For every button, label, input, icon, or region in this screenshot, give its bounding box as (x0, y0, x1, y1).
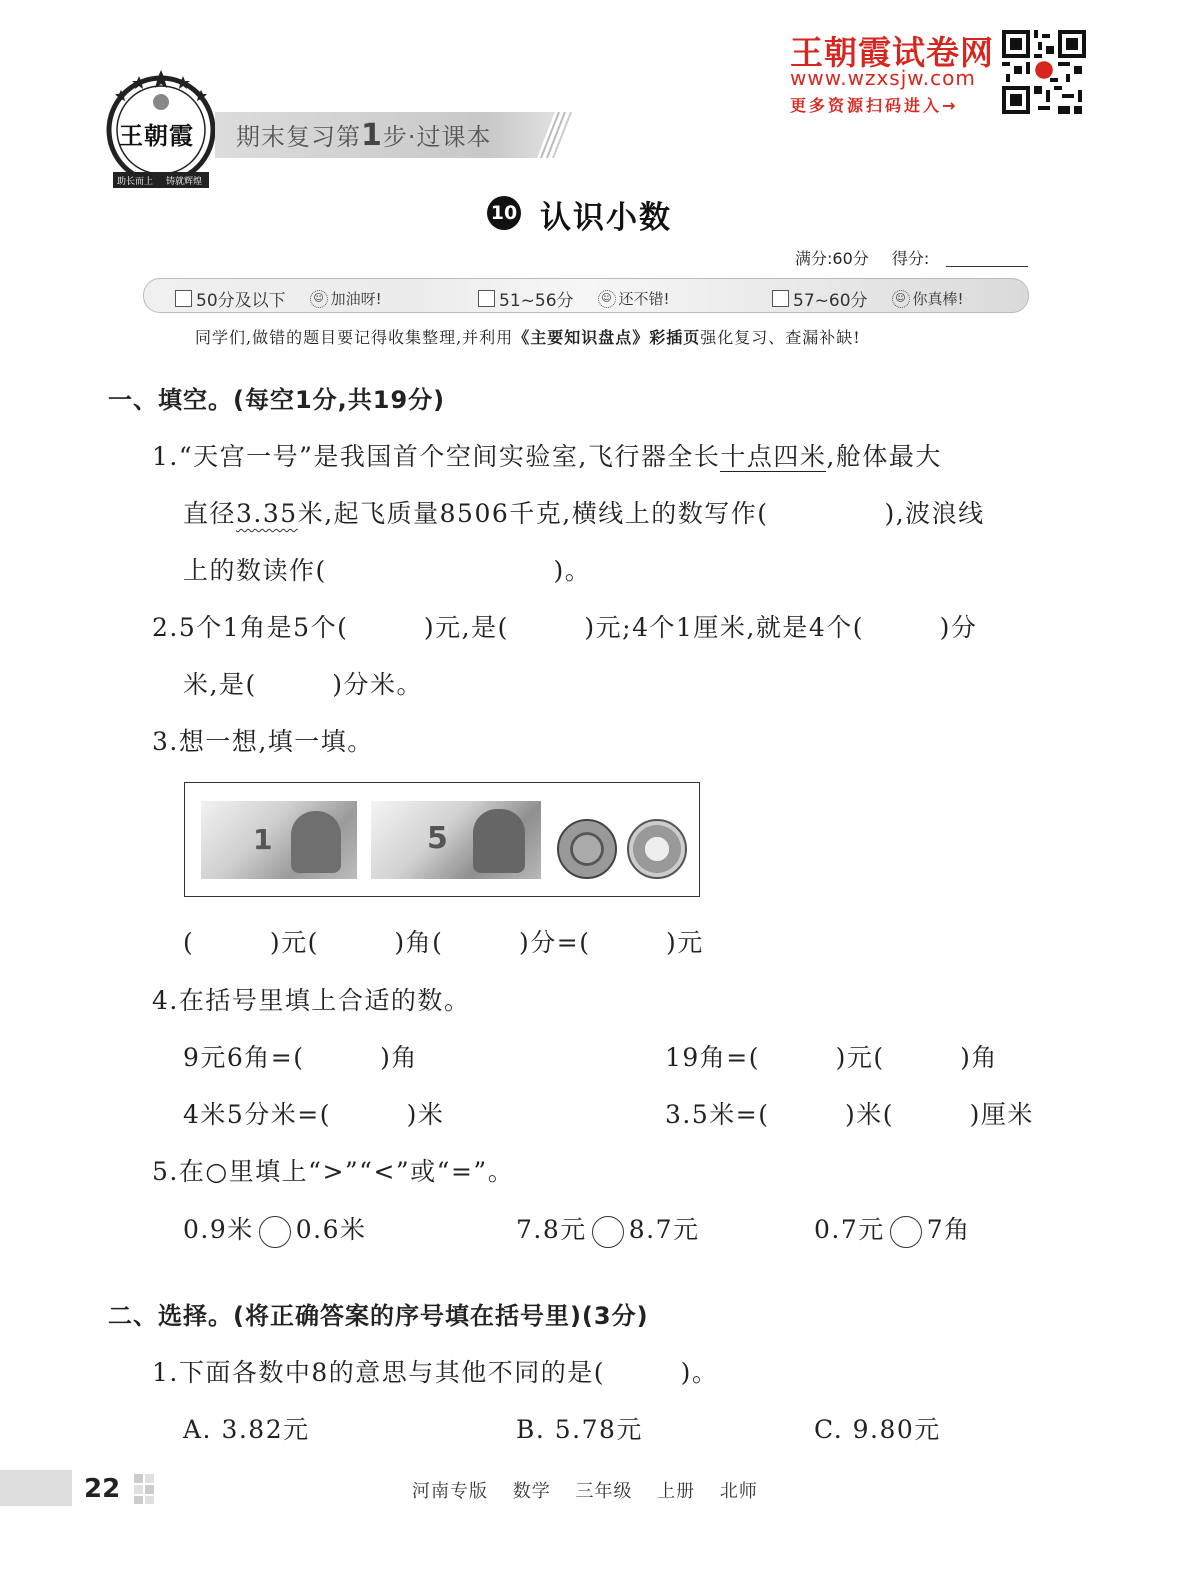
rating-praise-1: 加油呀! (330, 290, 382, 308)
question-4c: 4米5分米=( )米 (183, 1100, 445, 1129)
rating-praise-2: 还不错! (618, 290, 670, 308)
portrait-image (473, 809, 525, 873)
footer-bar (0, 1470, 72, 1506)
question-3-answer: ( )元( )角( )分=( )元 (183, 928, 704, 957)
page-number: 22 (84, 1474, 121, 1504)
smile-face-icon: ☺ (310, 290, 328, 308)
one-yuan-banknote: 1 (201, 801, 357, 879)
question-5b: 7.8元 8.7元 (516, 1210, 700, 1248)
score-info (795, 246, 929, 269)
question-5c: 0.7元 7角 (814, 1210, 971, 1248)
footer-edition-info: 河南专版 数学 三年级 上册 北师 (412, 1481, 758, 1502)
compare-circle-blank[interactable] (592, 1216, 624, 1248)
score-label: 得分: (891, 249, 930, 268)
full-score: 满分:60分 (795, 249, 869, 268)
smile-face-icon: ☺ (598, 290, 616, 308)
rating-checkbox-1[interactable] (175, 290, 192, 307)
coin-icon (557, 819, 617, 879)
question-5: 5.在○里填上“>”“<”或“=”。 (152, 1157, 515, 1186)
rating-range-3: 57~60分 (793, 291, 868, 311)
option-a[interactable]: A. 3.82元 (183, 1415, 310, 1444)
rating-item-3 (772, 286, 964, 311)
question-4b: 19角=( )元( )角 (665, 1043, 998, 1072)
logo-name: 王朝霞 (119, 122, 194, 150)
question-1-line-2: 直径3.35米,起飞质量8506千克,横线上的数写作( ),波浪线 (183, 499, 985, 528)
banner-text: 期末复习第1步·过课本 (236, 118, 492, 153)
question-4d: 3.5米=( )米( )厘米 (665, 1100, 1034, 1129)
question-5a: 0.9米 0.6米 (183, 1210, 367, 1248)
rating-item-1 (175, 286, 382, 311)
score-blank[interactable] (946, 266, 1028, 267)
logo-slogan-left: 助长而上 (117, 177, 154, 187)
five-jiao-banknote: 5 (371, 801, 541, 879)
compare-circle-blank[interactable] (890, 1216, 922, 1248)
page-decoration (134, 1474, 156, 1504)
title-number-badge: 10 (487, 196, 521, 230)
brand-scan-text: 更多资源扫码进入→ (790, 96, 959, 115)
section-1-heading: 一、填空。(每空1分,共19分) (108, 386, 446, 414)
option-c[interactable]: C. 9.80元 (814, 1415, 941, 1444)
qr-code-icon[interactable] (1002, 30, 1086, 114)
question-2-line-2: 米,是( )分米。 (183, 670, 424, 699)
logo-slogan-right: 铸就辉煌 (166, 177, 203, 187)
smile-face-icon: ☺ (892, 290, 910, 308)
question-1-line-3: 上的数读作( )。 (183, 556, 592, 585)
section-2-heading: 二、选择。(将正确答案的序号填在括号里)(3分) (108, 1302, 649, 1330)
compare-circle-blank[interactable] (259, 1216, 291, 1248)
question-3: 3.想一想,填一填。 (152, 727, 374, 756)
money-illustration (184, 782, 700, 897)
rating-checkbox-3[interactable] (772, 290, 789, 307)
option-b[interactable]: B. 5.78元 (516, 1415, 643, 1444)
rating-range-1: 50分及以下 (196, 291, 286, 311)
choice-question-1: 1.下面各数中8的意思与其他不同的是( )。 (152, 1358, 719, 1387)
rating-checkbox-2[interactable] (478, 290, 495, 307)
rating-range-2: 51~56分 (499, 291, 574, 311)
notice-text: 同学们,做错的题目要记得收集整理,并利用《主要知识盘点》彩插页强化复习、查漏补缺! (195, 328, 861, 347)
page-title: 认识小数 (540, 200, 672, 236)
rating-item-2 (478, 286, 670, 311)
question-1-line-1: 1.“天宫一号”是我国首个空间实验室,飞行器全长十点四米,舱体最大 (152, 442, 942, 471)
question-4: 4.在括号里填上合适的数。 (152, 986, 471, 1015)
coin-icon (627, 819, 687, 879)
rating-praise-3: 你真棒! (912, 290, 964, 308)
brand-title: 王朝霞试卷网 (790, 33, 994, 72)
question-2-line-1: 2.5个1角是5个( )元,是( )元;4个1厘米,就是4个( )分 (152, 613, 978, 642)
brand-url[interactable]: www.wzxsjw.com (790, 66, 976, 90)
question-4a: 9元6角=( )角 (183, 1043, 418, 1072)
portrait-image (291, 811, 341, 873)
